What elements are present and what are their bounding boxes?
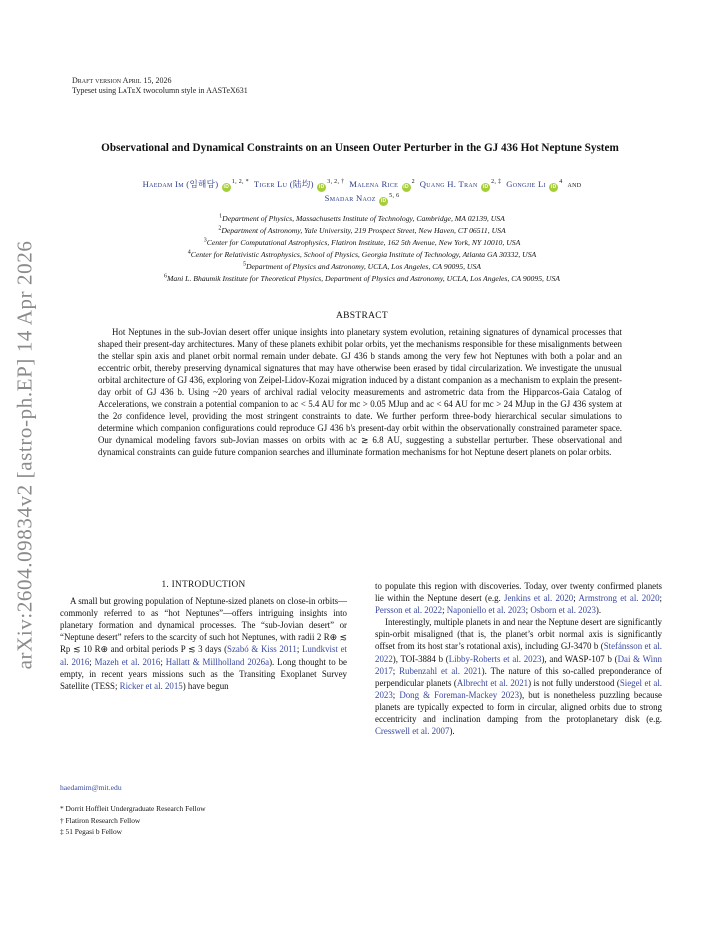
typeset-note: Typeset using LᴀTᴇX twocolumn style in AASTeX631 xyxy=(72,86,248,95)
body-text: ) is not fully understood ( xyxy=(528,677,620,688)
citation-link[interactable]: Libby-Roberts et al. 2023 xyxy=(448,653,542,664)
author-affil-sup: 4 xyxy=(559,179,563,186)
body-text: ; xyxy=(89,656,95,667)
affiliation-number: 1 xyxy=(219,213,223,220)
body-text: ; xyxy=(160,656,166,667)
body-text: ), and WASP-107 b ( xyxy=(541,653,618,664)
citation-link[interactable]: Albrecht et al. 2021 xyxy=(456,677,529,688)
author-email-link[interactable]: haedamim@mit.edu xyxy=(60,783,122,792)
arxiv-sidebar-stamp xyxy=(8,235,42,675)
section-heading-introduction: 1. INTRODUCTION xyxy=(161,580,246,590)
orcid-icon[interactable]: iD xyxy=(318,184,325,190)
body-text: ). Long thought to be empty, in recent years missions such as the Transiting Exoplanet Survey Satellite (TESS; xyxy=(60,656,347,691)
paper-title: Observational and Dynamical Constraints on an Unseen Outer Perturber in the GJ 436 Hot Neptune System xyxy=(101,142,619,154)
body-text: ). The nature of this so-called preponderance of perpendicular planets ( xyxy=(375,665,662,688)
author-affil-sup: 2 xyxy=(411,179,415,186)
footnote: ‡ 51 Pegasi b Fellow xyxy=(60,827,122,836)
author-name[interactable]: Haedam Im (임해담) xyxy=(142,179,219,189)
author-name[interactable]: Quang H. Tran xyxy=(419,179,478,189)
abstract-heading: ABSTRACT xyxy=(335,311,389,321)
body-text: A small but growing population of Neptune-sized planets on close-in orbits—commonly referred to as “hot Neptunes”—offers intriguing insights into planetary formation and dynamical processes. The “sub-Jovian desert” or “Neptune desert” refers to the scarcity of such hot Neptunes, with radii 2 R⊕ ≲ Rp ≲ 10 R⊕ and orbital periods P ≲ 3 days ( xyxy=(60,596,347,655)
author-conjunction: and xyxy=(567,179,582,189)
arxiv-identifier: arXiv:2604.09834v2 [astro-ph.EP] 14 Apr 2026 xyxy=(12,240,37,670)
citation-link[interactable]: Mazeh et al. 2016 xyxy=(94,656,161,667)
citation-link[interactable]: Stefánsson et al. 2022 xyxy=(375,641,663,664)
citation-link[interactable]: Osborn et al. 2023 xyxy=(530,605,596,616)
orcid-icon[interactable]: iD xyxy=(223,184,230,190)
affiliation-number: 6 xyxy=(164,273,168,280)
affiliation-text: Department of Astronomy, Yale University, 219 Prospect Street, New Haven, CT 06511, USA xyxy=(221,226,506,235)
right-column xyxy=(375,580,662,737)
affiliation-text: Department of Physics and Astronomy, UCLA, Los Angeles, CA 90095, USA xyxy=(245,262,482,271)
left-column xyxy=(60,579,347,692)
affiliation-item xyxy=(60,213,664,225)
author-name[interactable]: Gongjie Li xyxy=(506,179,546,189)
body-text: ; xyxy=(296,644,302,655)
body-text: ). xyxy=(449,726,455,737)
citation-link[interactable]: Cresswell et al. 2007 xyxy=(375,726,450,737)
affiliation-item xyxy=(60,261,664,273)
author-name[interactable]: Tiger Lu (陆均) xyxy=(253,179,314,189)
citation-link[interactable]: Siegel et al. 2023 xyxy=(375,677,663,700)
citation-link[interactable]: Hallatt & Millholland 2026a xyxy=(165,656,270,667)
affiliation-number: 5 xyxy=(242,261,246,268)
author-list xyxy=(62,178,662,206)
citation-link[interactable]: Szabó & Kiss 2011 xyxy=(227,644,297,655)
citation-link[interactable]: Persson et al. 2022 xyxy=(375,605,443,616)
body-text: ). xyxy=(595,605,602,616)
citation-link[interactable]: Dai & Winn 2017 xyxy=(375,653,662,676)
affiliation-text: Mani L. Bhaumik Institute for Theoretical Physics, Department of Physics and Astronomy, UCLA, Los Angeles, CA 90095, USA xyxy=(167,274,560,283)
footnote: † Flatiron Research Fellow xyxy=(60,815,141,825)
affiliation-number: 4 xyxy=(187,249,191,256)
footnote: * Dorrit Hoffleit Undergraduate Research Fellow xyxy=(60,804,206,813)
affiliation-item xyxy=(60,237,664,249)
citation-link[interactable]: Lundkvist et al. 2016 xyxy=(60,644,347,667)
citation-link[interactable]: Ricker et al. 2015 xyxy=(119,680,183,691)
orcid-icon[interactable]: iD xyxy=(482,184,489,190)
citation-link[interactable]: Naponiello et al. 2023 xyxy=(446,605,526,616)
affiliation-item xyxy=(60,273,664,285)
citation-link[interactable]: Rubenzahl et al. 2021 xyxy=(399,665,482,676)
affiliation-text: Department of Physics, Massachusetts Institute of Technology, Cambridge, MA 02139, USA xyxy=(222,214,505,223)
author-affil-sup: 2, ‡ xyxy=(491,179,502,186)
intro-paragraph-1 xyxy=(60,595,347,692)
author-name[interactable]: Smadar Naoz xyxy=(324,193,376,203)
footnotes xyxy=(60,803,206,838)
affiliation-number: 2 xyxy=(218,225,222,232)
orcid-icon[interactable]: iD xyxy=(380,198,387,204)
affiliation-text: Center for Relativistic Astrophysics, School of Physics, Georgia Institute of Technology, Atlanta GA 30332, USA xyxy=(190,250,537,259)
intro-paragraph-1-cont: to populate this region with discoveries. Today, over twenty confirmed planets lie within the Neptune desert (e.g. Jenkins et al. 2020; Armstrong et al. 2020; Persson et al. 2022; Naponiello et al. 2023; Osborn et al. 2023). xyxy=(375,581,663,616)
author-affil-sup: 3, 2, † xyxy=(327,179,345,186)
affiliation-list xyxy=(60,213,664,285)
affiliation-item xyxy=(60,249,664,261)
body-text: ), TOI-3884 b ( xyxy=(392,653,449,664)
body-text: ) have begun xyxy=(182,680,229,691)
draft-header xyxy=(72,76,248,96)
affiliation-text: Center for Computational Astrophysics, Flatiron Institute, 162 5th Avenue, New York, NY 10010, USA xyxy=(206,238,521,247)
body-text: Interestingly, multiple planets in and near the Neptune desert are significantly spin-orbit misaligned (that is, the planet’s orbit normal axis is significantly offset from its host star’s rotational axis), including GJ-3470 b ( xyxy=(375,617,662,652)
body-text: ), but is nonetheless puzzling because planets are typically expected to form in circular, aligned orbits due to strong eccentricity and inclination damping from the protoplanetary disk (e.g. xyxy=(375,689,662,725)
affiliation-item xyxy=(60,225,664,237)
orcid-icon[interactable]: iD xyxy=(550,184,557,190)
author-affil-sup: 5, 6 xyxy=(389,193,400,200)
body-text: to populate this region with discoveries. Today, over twenty confirmed planets lie within the Neptune desert (e.g. xyxy=(375,581,662,604)
draft-version: Draft version April 15, 2026 xyxy=(72,76,172,85)
author-affil-sup: 1, 2, * xyxy=(231,179,249,186)
affiliation-number: 3 xyxy=(203,237,207,244)
abstract-body: Hot Neptunes in the sub-Jovian desert offer unique insights into planetary system evolution, retaining signatures of dynamical processes that shaped their present-day architectures. Many of these planets exhibit polar orbits, yet the mechanisms responsible for these misalignments between the stellar spin axis and planet orbit normal remain under debate. GJ 436 b stands among the very few hot Neptunes with both a polar and an eccentric orbit, thereby preserving dynamical signatures that may have otherwise been erased by tidal circularization. We investigate the unusual orbital architecture of GJ 436, exploring von Zeipel-Lidov-Kozai migration induced by a distant companion as a mechanism to explain the present-day orbit of GJ 436 b. Using ~20 years of archival radial velocity measurements and astrometric data from the Hipparcos-Gaia Catalog of Accelerations, we constrain a potential companion to ac < 5.4 AU for mc > 0.05 MJup and ac < 64 AU for mc > 24 MJup in the GJ 436 system at the 2σ confidence level, providing the most stringent constraints to date. We further perform three-body hierarchical secular simulations to determine which companion configurations could reproduce GJ 436 b's present-day orbit within the observationally constrained parameter space. Our dynamical modeling favors sub-Jovian masses on orbits with ac ≳ 6.8 AU, suggesting a substellar perturber. These observational and dynamical constraints can guide future companion searches and illuminate formation mechanisms for hot Neptune desert planets on polar orbits. xyxy=(98,327,622,457)
orcid-icon[interactable]: iD xyxy=(403,184,409,190)
citation-link[interactable]: Dong & Foreman-Mackey 2023 xyxy=(399,689,520,700)
citation-link[interactable]: Jenkins et al. 2020 xyxy=(504,593,574,604)
intro-paragraph-2: Interestingly, multiple planets in and near the Neptune desert are significantly spin-orbit misaligned (that is, the planet’s orbit normal axis is significantly offset from its host star’s rotational axis), including GJ-3470 b (Stefánsson et al. 2022), TOI-3884 b (Libby-Roberts et al. 2023), and WASP-107 b (Dai & Winn 2017; Rubenzahl et al. 2021). The nature of this so-called preponderance of perpendicular planets (Albrecht et al. 2021) is not fully understood (Siegel et al. 2023; Dong & Foreman-Mackey 2023), but is nonetheless puzzling because planets are typically expected to form in circular, aligned orbits due to strong eccentricity and inclination damping from the protoplanetary disk (e.g. Cresswell et al. 2007). xyxy=(375,617,663,737)
citation-link[interactable]: Armstrong et al. 2020 xyxy=(578,593,660,604)
author-name[interactable]: Malena Rice xyxy=(349,179,399,189)
